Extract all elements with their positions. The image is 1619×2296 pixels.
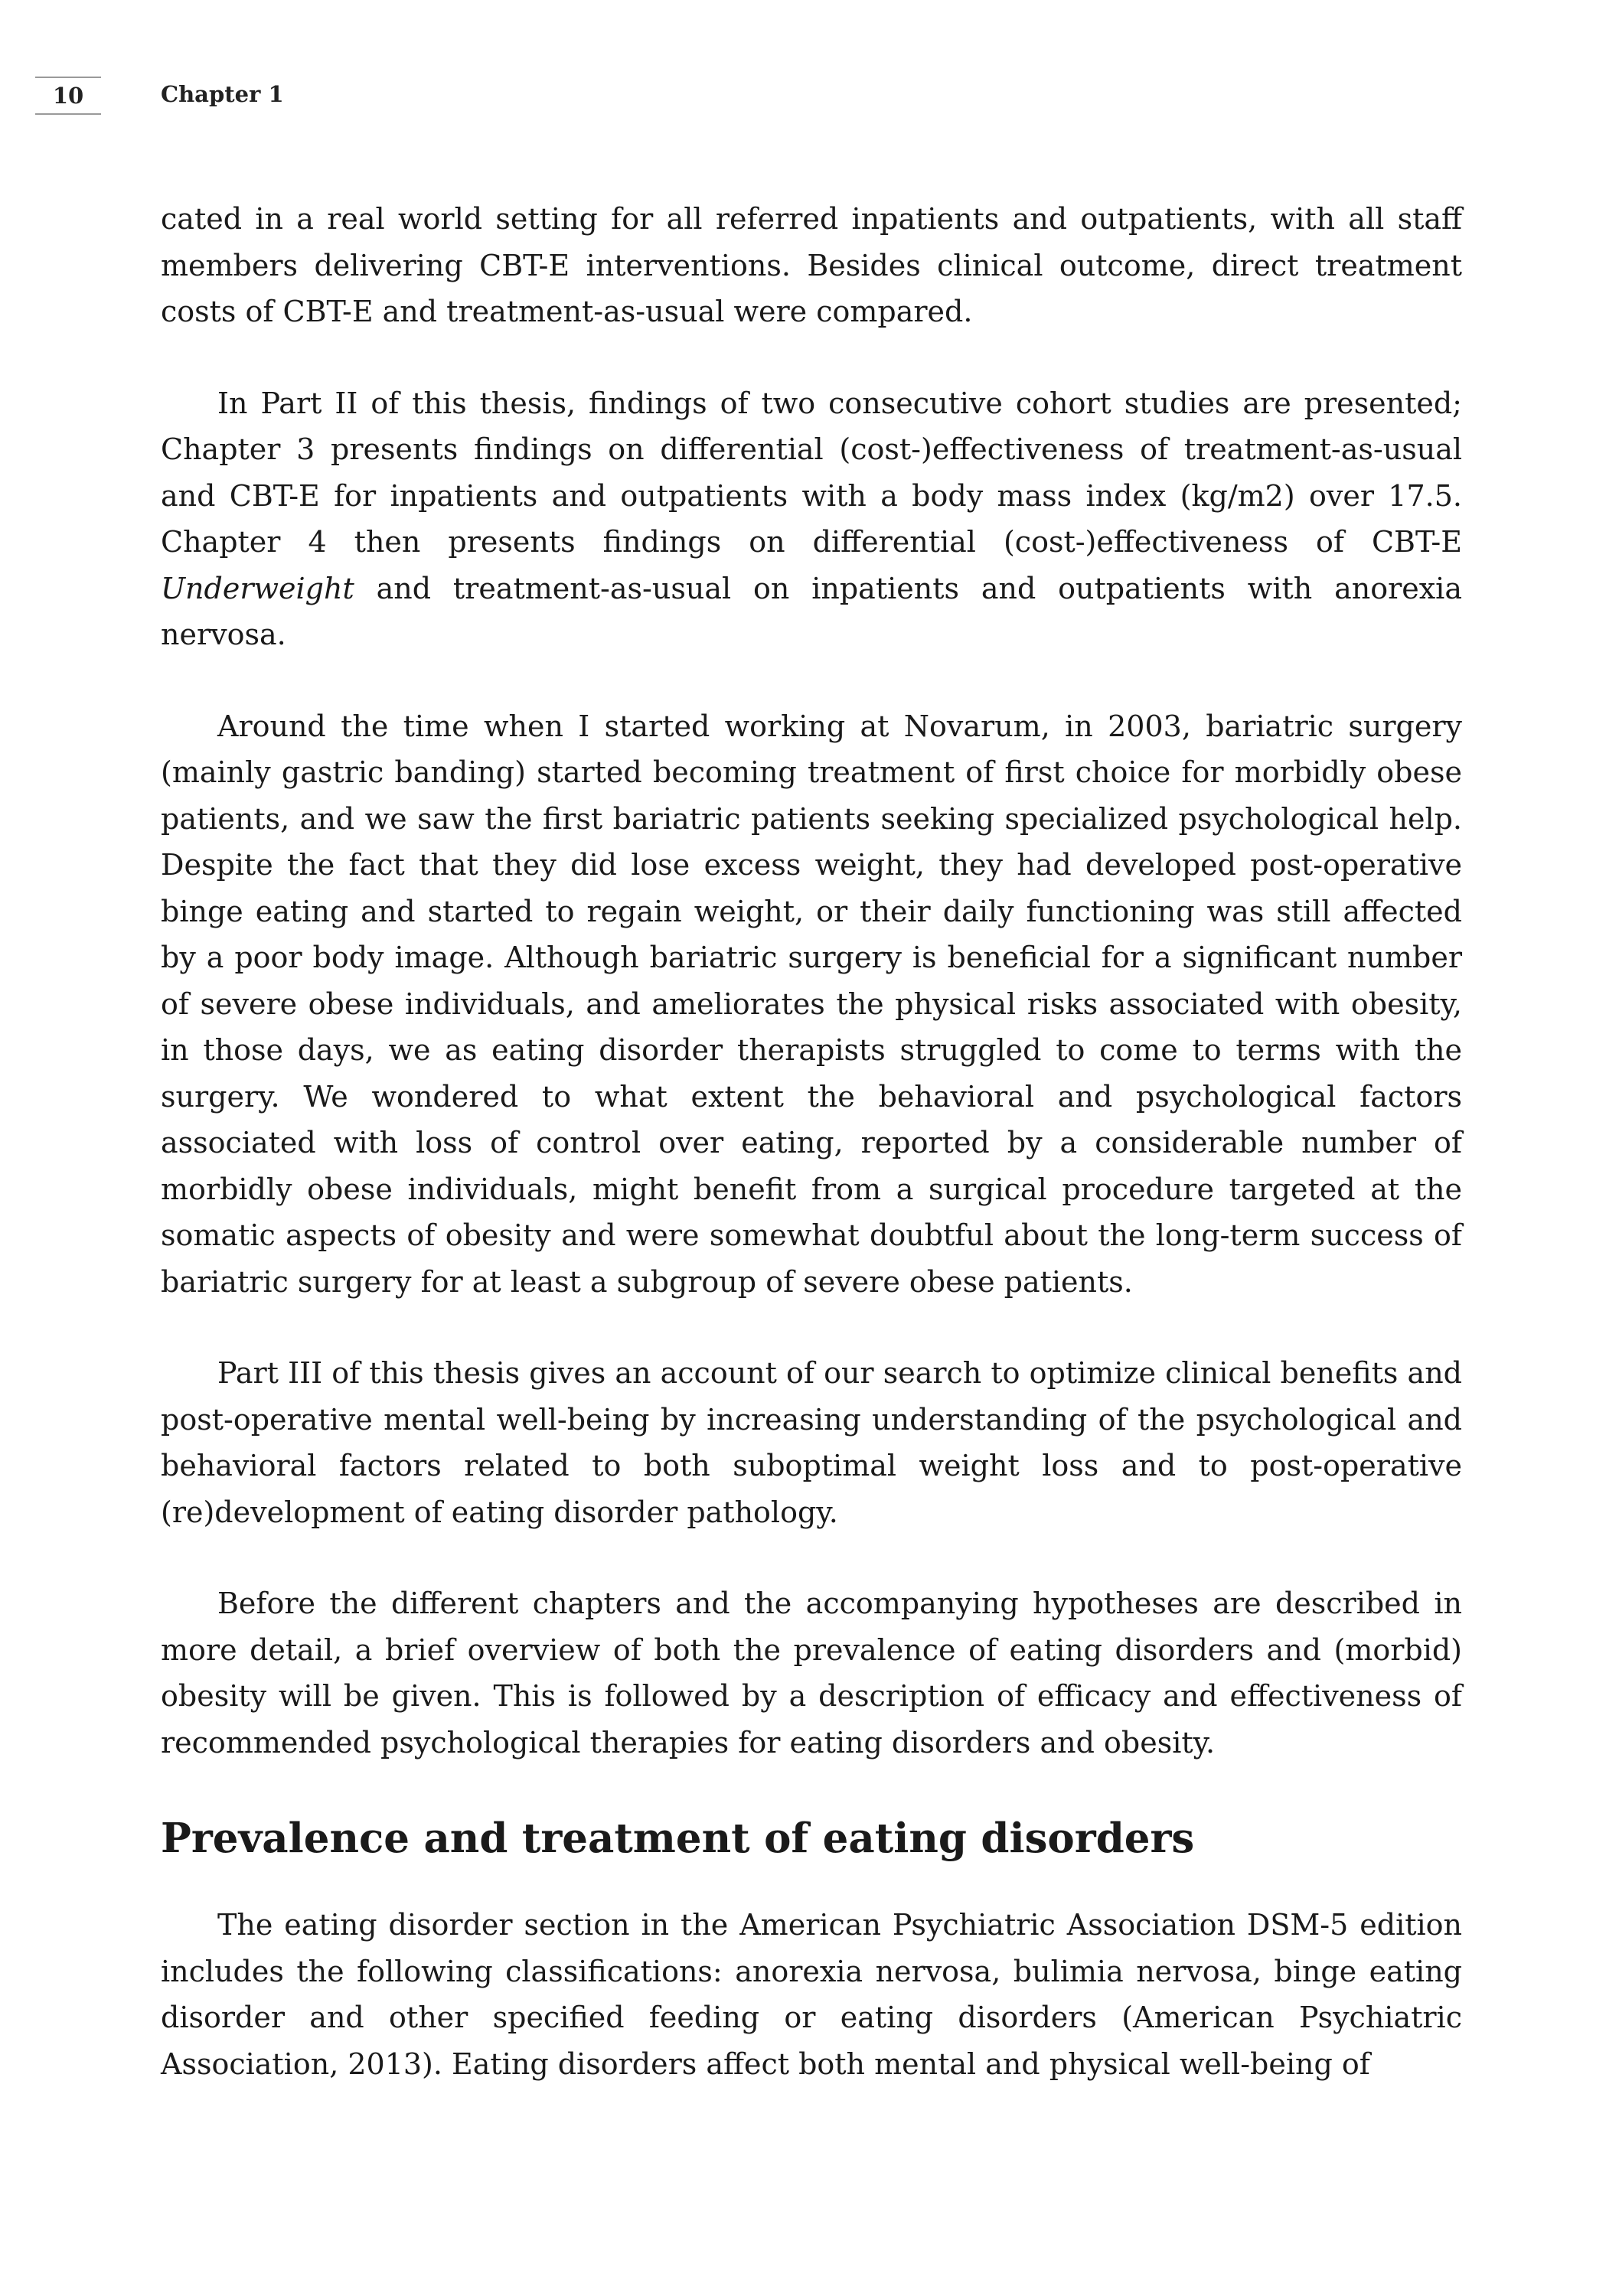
paragraph: Before the different chapters and the accompanying hypotheses are described in more detail, a brief overview of both the prevalence of eating disorders and (morbid) obesity will be given. This is followed by a description of efficacy and effectiveness of recommended psychological therapies for eating disorders and obesity. bbox=[161, 1587, 1462, 1760]
paragraph: cated in a real world setting for all referred inpatients and outpatients, with all staff members delivering CBT-E interventions. Besides clinical outcome, direct treatment costs of CBT-E and treatment-as-usual were compared. bbox=[161, 202, 1462, 328]
paragraph: Around the time when I started working at Novarum, in 2003, bariatric surgery (mainly gastric banding) started becoming treatment of first choice for morbidly obese patients, and we saw the first bariatric patients seeking specialized psychological help. Despite the fact that they did lose excess weight, they had developed post-operative binge eating and started to regain weight, or their daily functioning was still affected by a poor body image. Although bariatric surgery is beneficial for a significant number of severe obese individuals, and ameliorates the physical risks associated with obesity, in those days, we as eating disorder therapists struggled to come to terms with the surgery. We wondered to what extent the behavioral and psychological factors associated with loss of control over eating, reported by a considerable number of morbidly obese individuals, might benefit from a surgical procedure targeted at the somatic aspects of obesity and were somewhat doubtful about the long-term success of bariatric surgery for at least a subgroup of severe obese patients. bbox=[161, 709, 1462, 1299]
paragraph: Part III of this thesis gives an account of our search to optimize clinical benefits and post-operative mental well-being by increasing understanding of the psychological and behavioral factors related to both suboptimal weight loss and to post-operative (re)development of eating disorder pathology. bbox=[161, 1356, 1462, 1529]
running-head: Chapter 1 bbox=[161, 81, 284, 107]
paragraph-text: In Part II of this thesis, findings of two consecutive cohort studies are presented; Chapter 3 presents findings on differential (cost-)effectiveness of treatment-as-usual and CBT-E for inpatients and outpatients with a body mass index (kg/m2) over 17.5. Chapter 4 then presents findings on differential (cost-)effectiveness of CBT-E bbox=[161, 386, 1462, 559]
section-heading: Prevalence and treatment of eating disorders bbox=[161, 1815, 1195, 1862]
page-number: 10 bbox=[35, 77, 101, 115]
paragraph bbox=[161, 380, 1462, 658]
paragraph-text: and treatment-as-usual on inpatients and outpatients with anorexia nervosa. bbox=[161, 571, 1462, 651]
page-header bbox=[0, 70, 1619, 124]
paragraph: The eating disorder section in the American Psychiatric Association DSM-5 edition includes the following classifications: anorexia nervosa, bulimia nervosa, binge eating disorder and other specified feeding or eating disorders (American Psychiatric Association, 2013). Eating disorders affect both mental and physical well-being of bbox=[161, 1908, 1462, 2081]
body-text bbox=[161, 196, 1462, 2132]
italic-term: Underweight bbox=[161, 571, 354, 605]
